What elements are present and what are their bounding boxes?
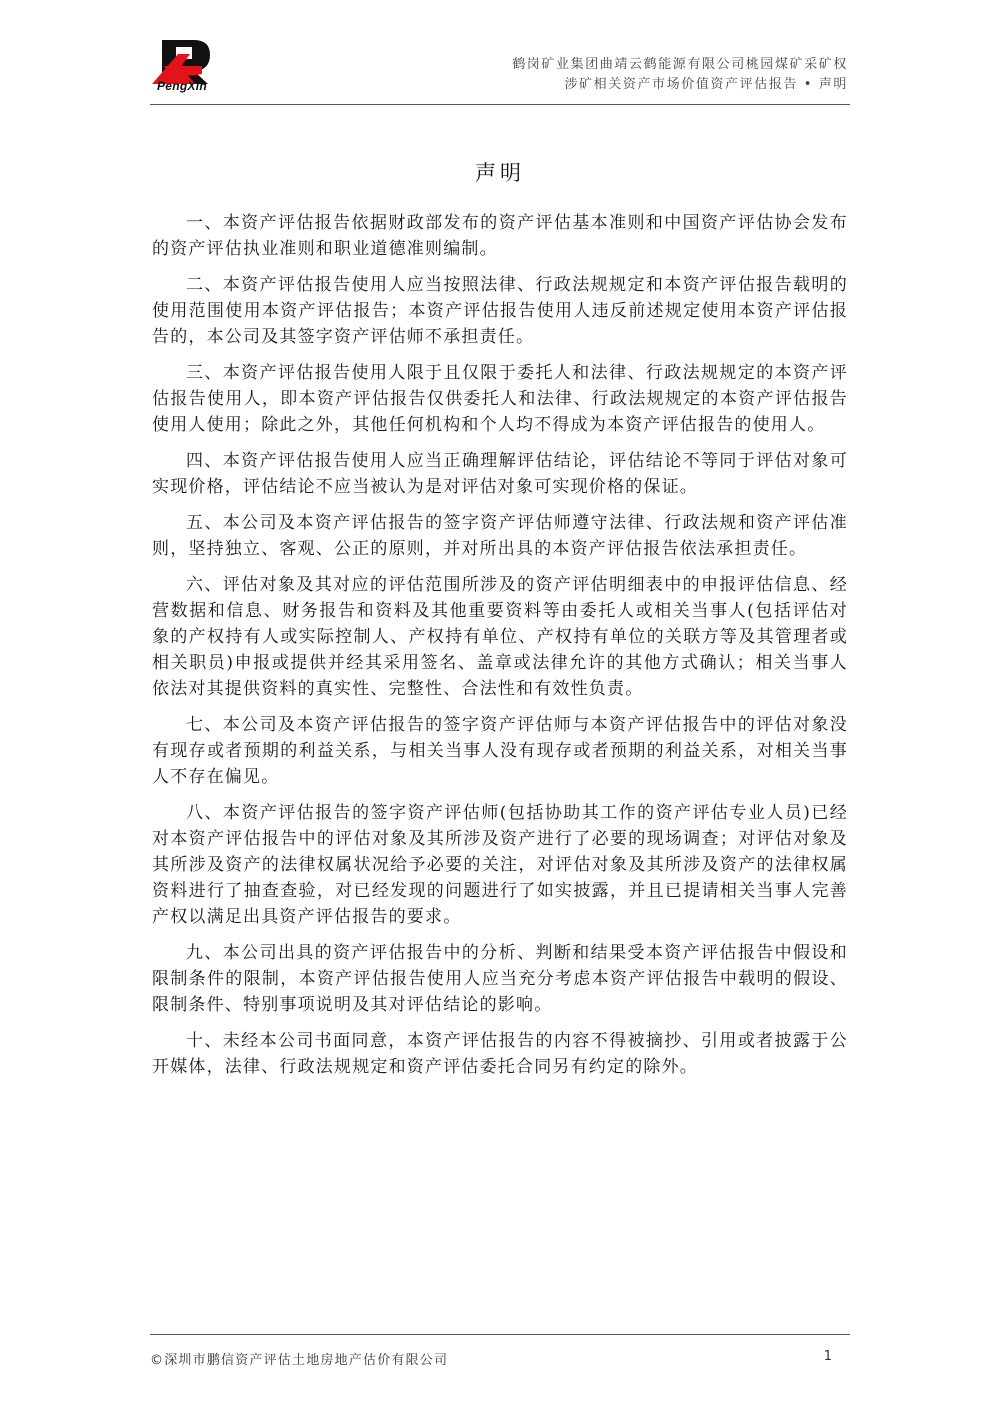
header-line-2: 涉矿相关资产市场价值资产评估报告 • 声明 [564, 77, 848, 92]
header-divider [150, 104, 850, 105]
page-number: 1 [823, 1349, 832, 1364]
paragraph-9: 九、本公司出具的资产评估报告中的分析、判断和结果受本资产评估报告中假设和限制条件的限制，本资产评估报告使用人应当充分考虑本资产评估报告中载明的假设、限制条件、特别事项说明及其对评估结论的影响。 [152, 943, 848, 1015]
paragraph-4: 四、本资产评估报告使用人应当正确理解评估结论，评估结论不等同于评估对象可实现价格，评估结论不应当被认为是对评估对象可实现价格的保证。 [152, 451, 848, 497]
paragraph-5: 五、本公司及本资产评估报告的签字资产评估师遵守法律、行政法规和资产评估准则，坚持独立、客观、公正的原则，并对所出具的本资产评估报告依法承担责任。 [152, 513, 848, 559]
report-header [512, 55, 848, 95]
paragraph-1: 一、本资产评估报告依据财政部发布的资产评估基本准则和中国资产评估协会发布的资产评估执业准则和职业道德准则编制。 [152, 213, 848, 259]
logo-wordmark: PengXin [156, 79, 208, 93]
declaration-body [152, 210, 848, 1090]
footer-divider [150, 1334, 850, 1335]
footer-company: ©深圳市鹏信资产评估土地房地产估价有限公司 [150, 1353, 449, 1368]
paragraph-3: 三、本资产评估报告使用人限于且仅限于委托人和法律、行政法规规定的本资产评估报告使用人，即本资产评估报告仅供委托人和法律、行政法规规定的本资产评估报告使用人使用；除此之外，其他任何机构和个人均不得成为本资产评估报告的使用人。 [152, 363, 848, 435]
paragraph-7: 七、本公司及本资产评估报告的签字资产评估师与本资产评估报告中的评估对象没有现存或者预期的利益关系，与相关当事人没有现存或者预期的利益关系，对相关当事人不存在偏见。 [152, 715, 848, 787]
header-line-1: 鹤岗矿业集团曲靖云鹤能源有限公司桃园煤矿采矿权 [512, 57, 848, 72]
paragraph-2: 二、本资产评估报告使用人应当按照法律、行政法规规定和本资产评估报告载明的使用范围使用本资产评估报告；本资产评估报告使用人违反前述规定使用本资产评估报告的，本公司及其签字资产评估师不承担责任。 [152, 275, 848, 347]
paragraph-8: 八、本资产评估报告的签字资产评估师(包括协助其工作的资产评估专业人员)已经对本资产评估报告中的评估对象及其所涉及资产进行了必要的现场调查；对评估对象及其所涉及资产的法律权属状况给予必要的关注，对评估对象及其所涉及资产的法律权属资料进行了抽查查验，对已经发现的问题进行了如实披露，并且已提请相关当事人完善产权以满足出具资产评估报告的要求。 [152, 803, 848, 927]
paragraph-10: 十、未经本公司书面同意，本资产评估报告的内容不得被摘抄、引用或者披露于公开媒体，法律、行政法规规定和资产评估委托合同另有约定的除外。 [152, 1031, 848, 1077]
paragraph-6: 六、评估对象及其对应的评估范围所涉及的资产评估明细表中的申报评估信息、经营数据和信息、财务报告和资料及其他重要资料等由委托人或相关当事人(包括评估对象的产权持有人或实际控制人、产权持有单位、产权持有单位的关联方等及其管理者或相关职员)申报或提供并经其采用签名、盖章或法律允许的其他方式确认；相关当事人依法对其提供资料的真实性、完整性、合法性和有效性负责。 [152, 575, 848, 699]
page-title: 声明 [475, 161, 525, 185]
